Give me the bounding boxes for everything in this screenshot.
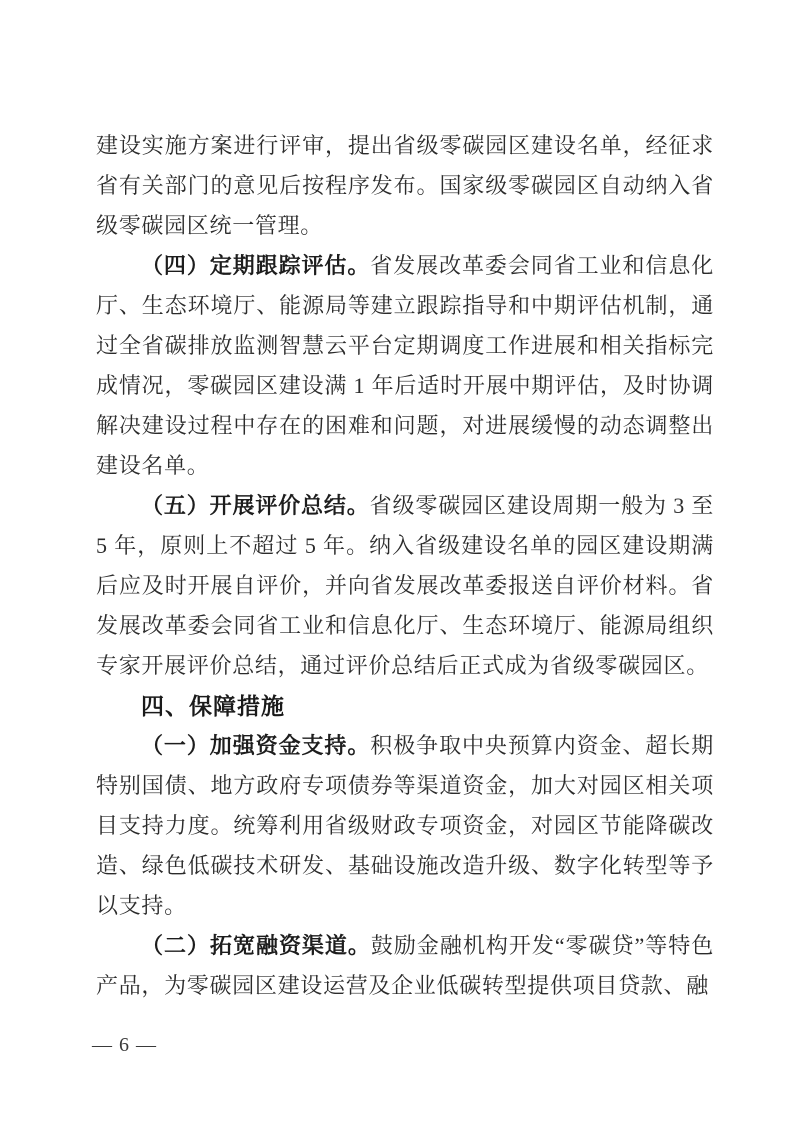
paragraph-lead: （五）开展评价总结。 xyxy=(141,493,370,518)
paragraph-lead: （四）定期跟踪评估。 xyxy=(141,253,371,278)
paragraph xyxy=(96,486,714,686)
paragraph xyxy=(96,926,714,1006)
paragraph-text: 省级零碳园区建设周期一般为 3 至 5 年，原则上不超过 5 年。纳入省级建设名单的园区建设期满后应及时开展自评价，并向省发展改革委报送自评价材料。省发展改革委会同省工业和信息化厅、生态环境厅、能源局组织专家开展评价总结，通过评价总结后正式成为省级零碳园区。 xyxy=(96,493,714,678)
paragraph xyxy=(96,126,714,246)
document-body xyxy=(96,126,714,1006)
paragraph-text: 建设实施方案进行评审，提出省级零碳园区建设名单，经征求省有关部门的意见后按程序发布。国家级零碳园区自动纳入省级零碳园区统一管理。 xyxy=(96,133,714,238)
paragraph-text: 积极争取中央预算内资金、超长期特别国债、地方政府专项债券等渠道资金，加大对园区相关项目支持力度。统筹利用省级财政专项资金，对园区节能降碳改造、绿色低碳技术研发、基础设施改造升级、数字化转型等予以支持。 xyxy=(96,733,714,918)
paragraph-text: 鼓励金融机构开发“零碳贷”等特色产品，为零碳园区建设运营及企业低碳转型提供项目贷款、融 xyxy=(96,933,714,998)
paragraph-lead: （一）加强资金支持。 xyxy=(141,733,371,758)
paragraph xyxy=(96,726,714,926)
section-heading-text: 四、保障措施 xyxy=(141,693,285,719)
paragraph-text: 省发展改革委会同省工业和信息化厅、生态环境厅、能源局等建立跟踪指导和中期评估机制，通过全省碳排放监测智慧云平台定期调度工作进展和相关指标完成情况，零碳园区建设满 1 年后适时开展中期评估，及时协调解决建设过程中存在的困难和问题，对进展缓慢的动态调整出建设名单。 xyxy=(96,253,714,478)
paragraph-lead: （二）拓宽融资渠道。 xyxy=(141,933,371,958)
paragraph xyxy=(96,246,714,486)
page-number: — 6 — xyxy=(92,1034,157,1056)
section-heading xyxy=(96,686,714,726)
page-footer xyxy=(92,1033,157,1057)
